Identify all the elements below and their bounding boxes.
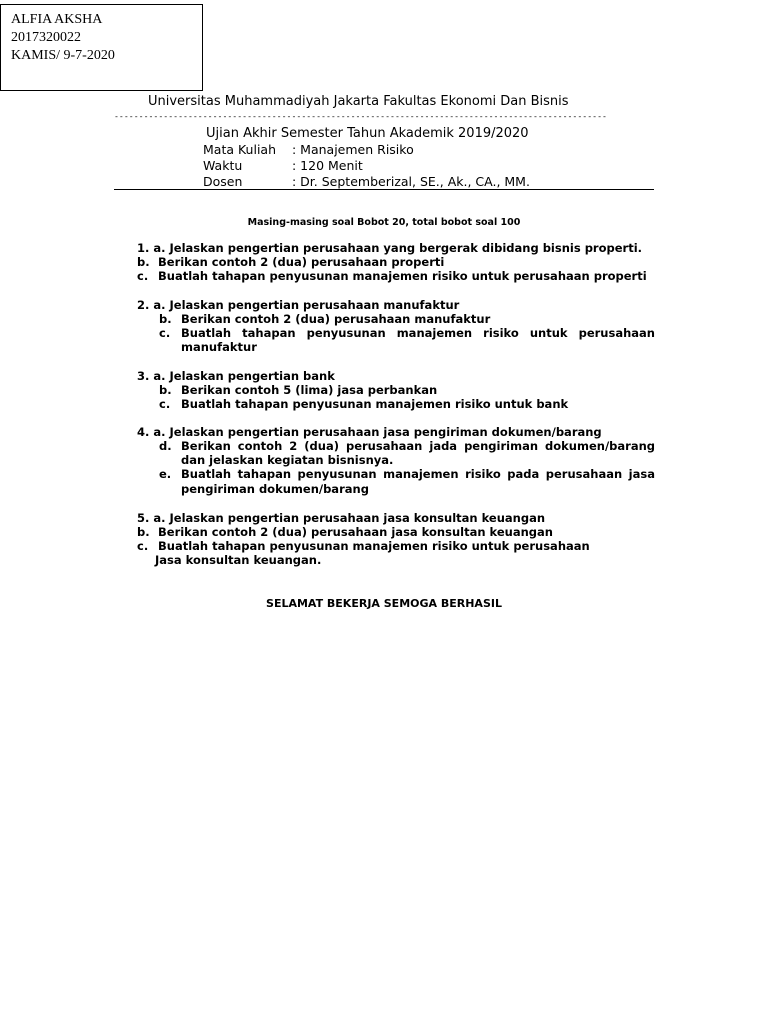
q4-d-text-line2: dan jelaskan kegiatan bisnisnya. (181, 453, 394, 467)
q1-b-text: Berikan contoh 2 (dua) perusahaan properti (158, 255, 445, 269)
student-id: 2017320022 (11, 30, 81, 45)
time-value: : 120 Menit (292, 158, 363, 173)
closing-message: SELAMAT BEKERJA SEMOGA BERHASIL (266, 597, 502, 610)
q5-b-marker: b. (137, 525, 150, 539)
q5-c-marker: c. (137, 539, 149, 553)
q2-c-text-line2: manufaktur (181, 340, 257, 354)
q1-c-text: Buatlah tahapan penyusunan manajemen risiko untuk perusahaan properti (158, 269, 647, 283)
q5-c-text-line2: Jasa konsultan keuangan. (155, 553, 322, 567)
q1-b-marker: b. (137, 255, 150, 269)
q3-b-text: Berikan contoh 5 (lima) jasa perbankan (181, 383, 438, 397)
q1-part-a: 1. a. Jelaskan pengertian perusahaan yang bergerak dibidang bisnis properti. (137, 241, 643, 255)
exam-date: KAMIS/ 9-7-2020 (11, 48, 115, 63)
q4-d-text-line1: Berikan contoh 2 (dua) perusahaan jada pengiriman dokumen/barang (181, 439, 655, 453)
student-name: ALFIA AKSHA (11, 12, 103, 27)
student-info-box (0, 4, 203, 91)
q2-b-text: Berikan contoh 2 (dua) perusahaan manufaktur (181, 312, 491, 326)
header-rule (114, 189, 654, 190)
time-label: Waktu (203, 158, 243, 173)
q4-e-marker: e. (159, 467, 172, 481)
instructions: Masing-masing soal Bobot 20, total bobot soal 100 (247, 217, 521, 228)
lecturer-value: : Dr. Septemberizal, SE., Ak., CA., MM. (292, 174, 530, 189)
q2-c-text-line1: Buatlah tahapan penyusunan manajemen risiko untuk perusahaan (181, 326, 655, 340)
course-value: : Manajemen Risiko (292, 142, 414, 157)
q1-c-marker: c. (137, 269, 149, 283)
q3-c-marker: c. (159, 397, 171, 411)
q3-part-a: 3. a. Jelaskan pengertian bank (137, 369, 335, 383)
q4-e-text-line2: pengiriman dokumen/barang (181, 482, 369, 496)
q4-part-a: 4. a. Jelaskan pengertian perusahaan jasa pengiriman dokumen/barang (137, 425, 602, 439)
course-label: Mata Kuliah (203, 142, 277, 157)
dashed-separator: ---------------------------------------------------------------------------------------------------- (114, 111, 607, 121)
exam-title: Ujian Akhir Semester Tahun Akademik 2019/2020 (206, 126, 529, 141)
university-heading: Universitas Muhammadiyah Jakarta Fakultas Ekonomi Dan Bisnis (148, 94, 569, 109)
lecturer-label: Dosen (203, 174, 243, 189)
q2-c-marker: c. (159, 326, 171, 340)
q3-c-text: Buatlah tahapan penyusunan manajemen risiko untuk bank (181, 397, 569, 411)
q5-c-text-line1: Buatlah tahapan penyusunan manajemen risiko untuk perusahaan (158, 539, 590, 553)
q2-b-marker: b. (159, 312, 172, 326)
q5-part-a: 5. a. Jelaskan pengertian perusahaan jasa konsultan keuangan (137, 511, 546, 525)
q5-b-text: Berikan contoh 2 (dua) perusahaan jasa konsultan keuangan (158, 525, 553, 539)
q2-part-a: 2. a. Jelaskan pengertian perusahaan manufaktur (137, 298, 460, 312)
q3-b-marker: b. (159, 383, 172, 397)
q4-d-marker: d. (159, 439, 172, 453)
q4-e-text-line1: Buatlah tahapan penyusunan manajemen risiko pada perusahaan jasa (181, 467, 655, 481)
